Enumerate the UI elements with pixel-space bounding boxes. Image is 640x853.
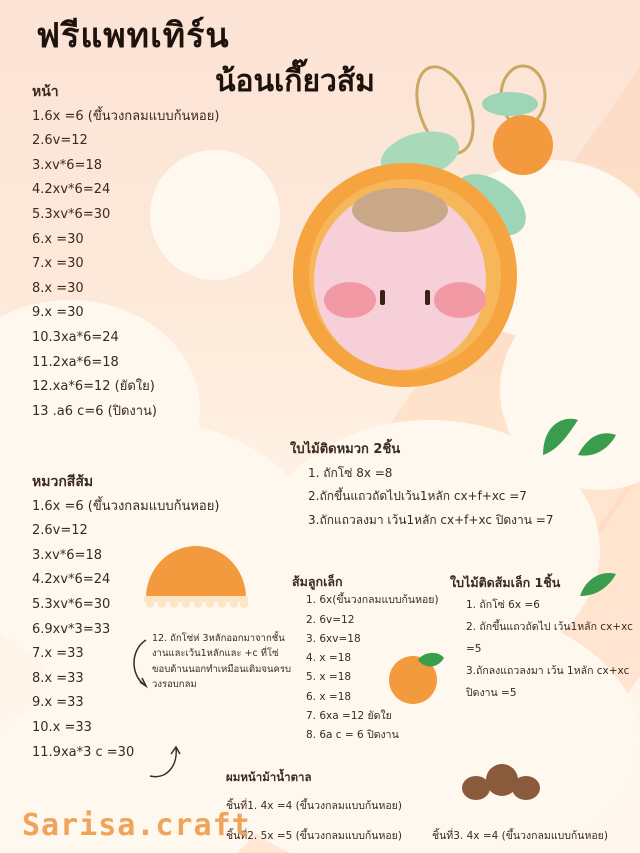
face-section	[32, 80, 219, 424]
pattern-row: 7.x =33	[32, 646, 84, 662]
pattern-row: 8. 6a c = 6 ปิดงาน	[306, 729, 399, 742]
pattern-row: 10.x =33	[32, 719, 92, 735]
small-orange-section	[292, 572, 439, 746]
title-line1: ฟรีแพทเทิร์น	[36, 16, 230, 56]
pattern-row: 12.xa*6=12 (ยัดใย)	[32, 379, 155, 395]
pattern-row: 2.6v=12	[32, 523, 88, 539]
pattern-row: 4.2xv*6=24	[32, 572, 111, 588]
pattern-row: 1. 6x(ขึ้นวงกลมแบบก้นหอย)	[306, 594, 439, 607]
hat-section	[32, 470, 219, 765]
pattern-row: 11.2xa*6=18	[32, 354, 119, 370]
pattern-row: 1.6x =6 (ขึ้นวงกลมแบบก้นหอย)	[32, 108, 220, 124]
pattern-row: 6. x =18	[306, 690, 352, 703]
pattern-row: 1. ถักโซ่ 6x =6	[466, 599, 540, 611]
brand-logo: Sarisa.craft	[22, 808, 251, 843]
hat-leaves-section	[290, 438, 580, 532]
bun-step-1: ชิ้นที่1. 4x =4 (ขึ้นวงกลมแบบก้นหอย)	[226, 800, 402, 812]
pattern-row: 2. ถักขึ้นแถวถัดไป เว้น1หลัก cx+xc =5	[466, 621, 633, 655]
keychain-photo	[280, 60, 570, 415]
pattern-row: 3.ถักลงแถวลงมา เว้น 1หลัก cx+xc ปิดงาน =5	[466, 665, 630, 699]
pattern-row: 3. 6xv=18	[306, 632, 361, 645]
pattern-row: 4.2xv*6=24	[32, 182, 111, 198]
pattern-row: 8.x =33	[32, 670, 84, 686]
section-heading: หมวกสีส้ม	[32, 474, 94, 490]
pattern-row: 9.x =33	[32, 695, 84, 711]
pattern-row: 10.3xa*6=24	[32, 329, 119, 345]
pattern-row: 5.3xv*6=30	[32, 206, 111, 222]
section-heading: ส้มลูกเล็ก	[292, 574, 343, 589]
pattern-row: 13 .a6 c=6 (ปิดงาน)	[32, 403, 157, 419]
pattern-row: 2.6v=12	[32, 133, 88, 149]
pattern-row: 3.xv*6=18	[32, 547, 102, 563]
bun-step-2: ชิ้นที่2. 5x =5 (ขึ้นวงกลมแบบก้นหอย)	[226, 830, 402, 842]
bun-heading: ผมหน้าม้าน้ำตาล	[226, 770, 312, 784]
pattern-row: 3.ถักแถวลงมา เว้น1หลัก cx+f+xc ปิดงาน =7	[308, 512, 554, 527]
pattern-row: 2.ถักขึ้นแถวถัดไปเว้น1หลัก cx+f+xc =7	[308, 489, 527, 503]
section-heading: ใบไม้ติดหมวก 2ชิ้น	[290, 442, 401, 457]
pattern-row: 8.x =30	[32, 280, 84, 296]
title-line2: น้อนเกี๊ยวส้ม	[215, 64, 375, 99]
pattern-row: 2. 6v=12	[306, 613, 355, 626]
section-heading: หน้า	[32, 84, 59, 100]
pattern-row: 7.x =30	[32, 256, 84, 272]
pattern-row: 1.6x =6 (ขึ้นวงกลมแบบก้นหอย)	[32, 498, 220, 514]
pattern-row: 11.9xa*3 c =30	[32, 744, 135, 760]
bun-step-3: ชิ้นที่3. 4x =4 (ขึ้นวงกลมแบบก้นหอย)	[432, 830, 608, 842]
pattern-row: 9.x =30	[32, 305, 84, 321]
pattern-row: 6.x =30	[32, 231, 84, 247]
pattern-row: 7. 6xa =12 ยัดใย	[306, 710, 392, 723]
pattern-row: 6.9xv*3=33	[32, 621, 111, 637]
pattern-row: 5. x =18	[306, 671, 352, 684]
pattern-row: 4. x =18	[306, 652, 352, 665]
pattern-row: 5.3xv*6=30	[32, 596, 111, 612]
pattern-row: 1. ถักโซ่ 8x =8	[308, 465, 393, 480]
bun-illustration	[462, 762, 542, 802]
pattern-row: 3.xv*6=18	[32, 157, 102, 173]
section-heading: ใบไม้ติดส้มเล็ก 1ชิ้น	[450, 575, 561, 590]
hat-note: 12. ถักโซ่ห่ 3หลักออกมาจากชั้นงานและเว้น1หลักและ +c ที่โซ่ขอบด้านนอกทำเหมือนเดิมจนครบวงรอบกลม	[152, 633, 291, 691]
small-leaf-section	[450, 572, 635, 704]
